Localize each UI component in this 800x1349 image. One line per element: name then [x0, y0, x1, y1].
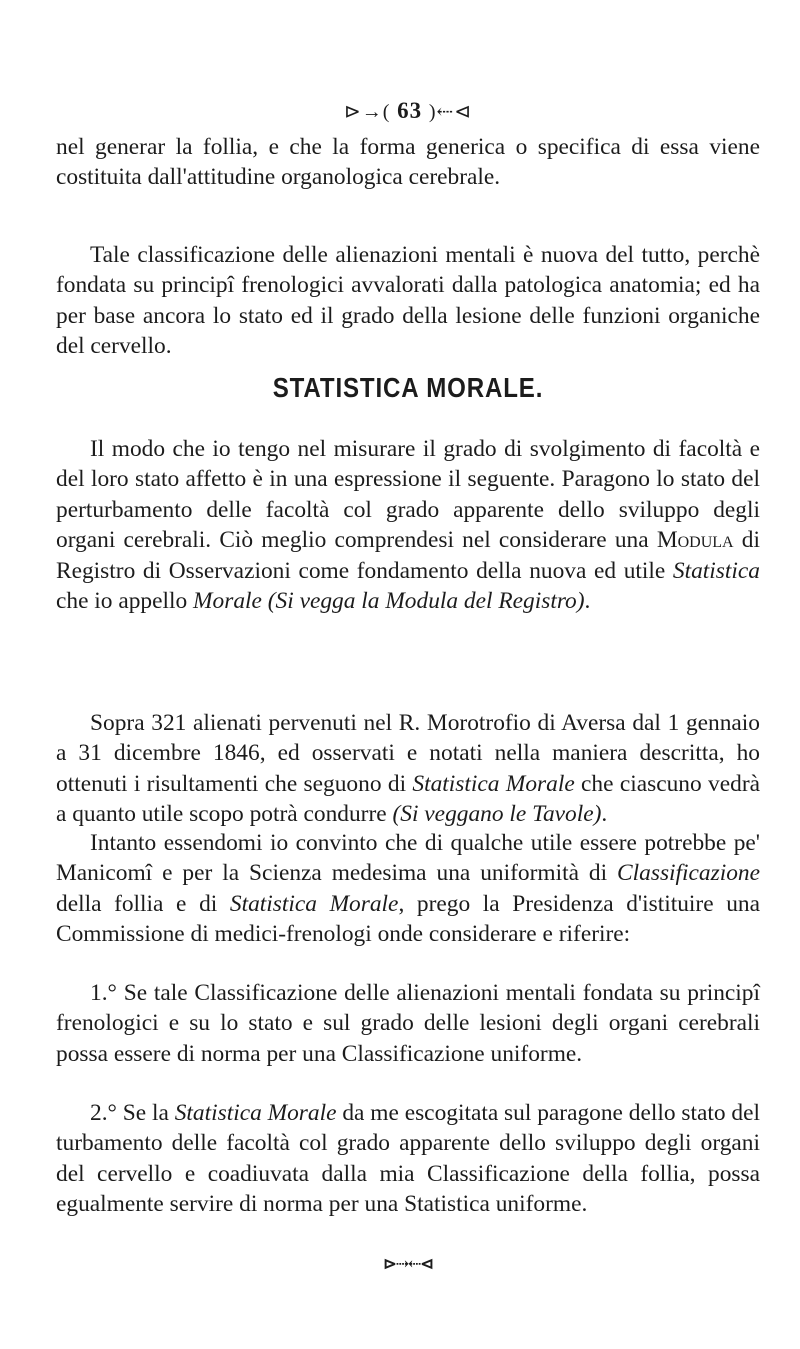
text-run: che io appello — [56, 588, 194, 615]
text-run: Sopra 321 alienati pervenuti nel R. Morotrofio di Aversa dal 1 gennaio a 31 dicembre 1846, ed osservati e notati nella maniera descritta, ho ottenuti i risultamenti che seguono di — [56, 710, 760, 797]
page-header — [56, 98, 760, 124]
text-run: . — [584, 588, 591, 615]
text-run: che ciascuno vedrà a quanto utile scopo potrà condurre — [56, 770, 760, 828]
paragraph-proposal — [56, 828, 760, 950]
text-run-italic: Classificazione — [617, 860, 760, 887]
paragraph-classification: Tale classificazione delle alienazioni mentali è nuova del tutto, perchè fondata su principî frenologici avvalorati dalla patologica anatomia; ed ha per base ancora lo stato ed il grado della lesione delle funzioni organiche del cervello. — [56, 242, 760, 360]
text-run: 2.° Se la — [90, 1100, 175, 1126]
page-number: 63 — [397, 98, 423, 123]
paragraph-continuation: nel generar la follia, e che la forma generica o specifica di essa viene costituita dall'attitudine organologica cerebrale. — [56, 134, 760, 191]
text-run: della follia e di — [56, 890, 230, 917]
text-run-italic: Statistica Morale — [229, 890, 399, 917]
text-run-italic: Statistica Morale — [412, 770, 575, 797]
text-run: . — [601, 801, 608, 828]
paragraph-results — [56, 708, 760, 830]
text-run-smallcaps: Modula — [656, 527, 734, 554]
text-run-italic: Statistica — [672, 557, 760, 584]
text-run: di Registro di Osservazioni come fondamento della nuova ed utile — [56, 527, 760, 584]
text-run: da me escogitata sul paragone dello stato del turbamento delle facoltà col grado apparente dello sviluppo degli organi del cervello e coadiuvata dalla mia Classificazione della follia, possa egualmente servire di norma per una Statistica uniforme. — [56, 1100, 760, 1218]
list-item-1: 1.° Se tale Classificazione delle alienazioni mentali fondata su principî frenologici e su lo stato e sul grado delle lesioni degli organi cerebrali possa essere di norma per una Classificazione uniforme. — [56, 980, 760, 1067]
text-run-italic: (Si veggano le Tavole) — [392, 801, 602, 828]
text-run: Intanto essendomi io convinto che di qualche utile essere potrebbe pe' Manicomî e per la Scienza medesima una uniformità di — [56, 830, 760, 887]
end-ornament: ⊳⇢⇠⊲ — [383, 1256, 433, 1273]
right-ornament: )⇠⊲ — [428, 101, 473, 123]
text-run: Il modo che io tengo nel misurare il grado di svolgimento di facoltà e del loro stato affetto è in una espressione il seguente. Paragono lo stato del perturbamento delle facoltà col grado apparente dello sviluppo degli organi cerebrali. Ciò meglio comprendesi nel considerare una — [56, 436, 760, 554]
list-item-2 — [56, 1098, 760, 1220]
left-ornament: ⊳→( — [343, 101, 391, 123]
paragraph-method — [56, 434, 760, 616]
text-run-italic: Statistica Morale — [174, 1100, 337, 1126]
text-run-italic: Morale (Si vegga la Modula del Registro) — [193, 588, 585, 615]
section-title: STATISTICA MORALE. — [272, 372, 544, 403]
text-run: , prego la Presidenza d'istituire una Commissione di medici-frenologi onde considerare e riferire: — [56, 890, 760, 948]
